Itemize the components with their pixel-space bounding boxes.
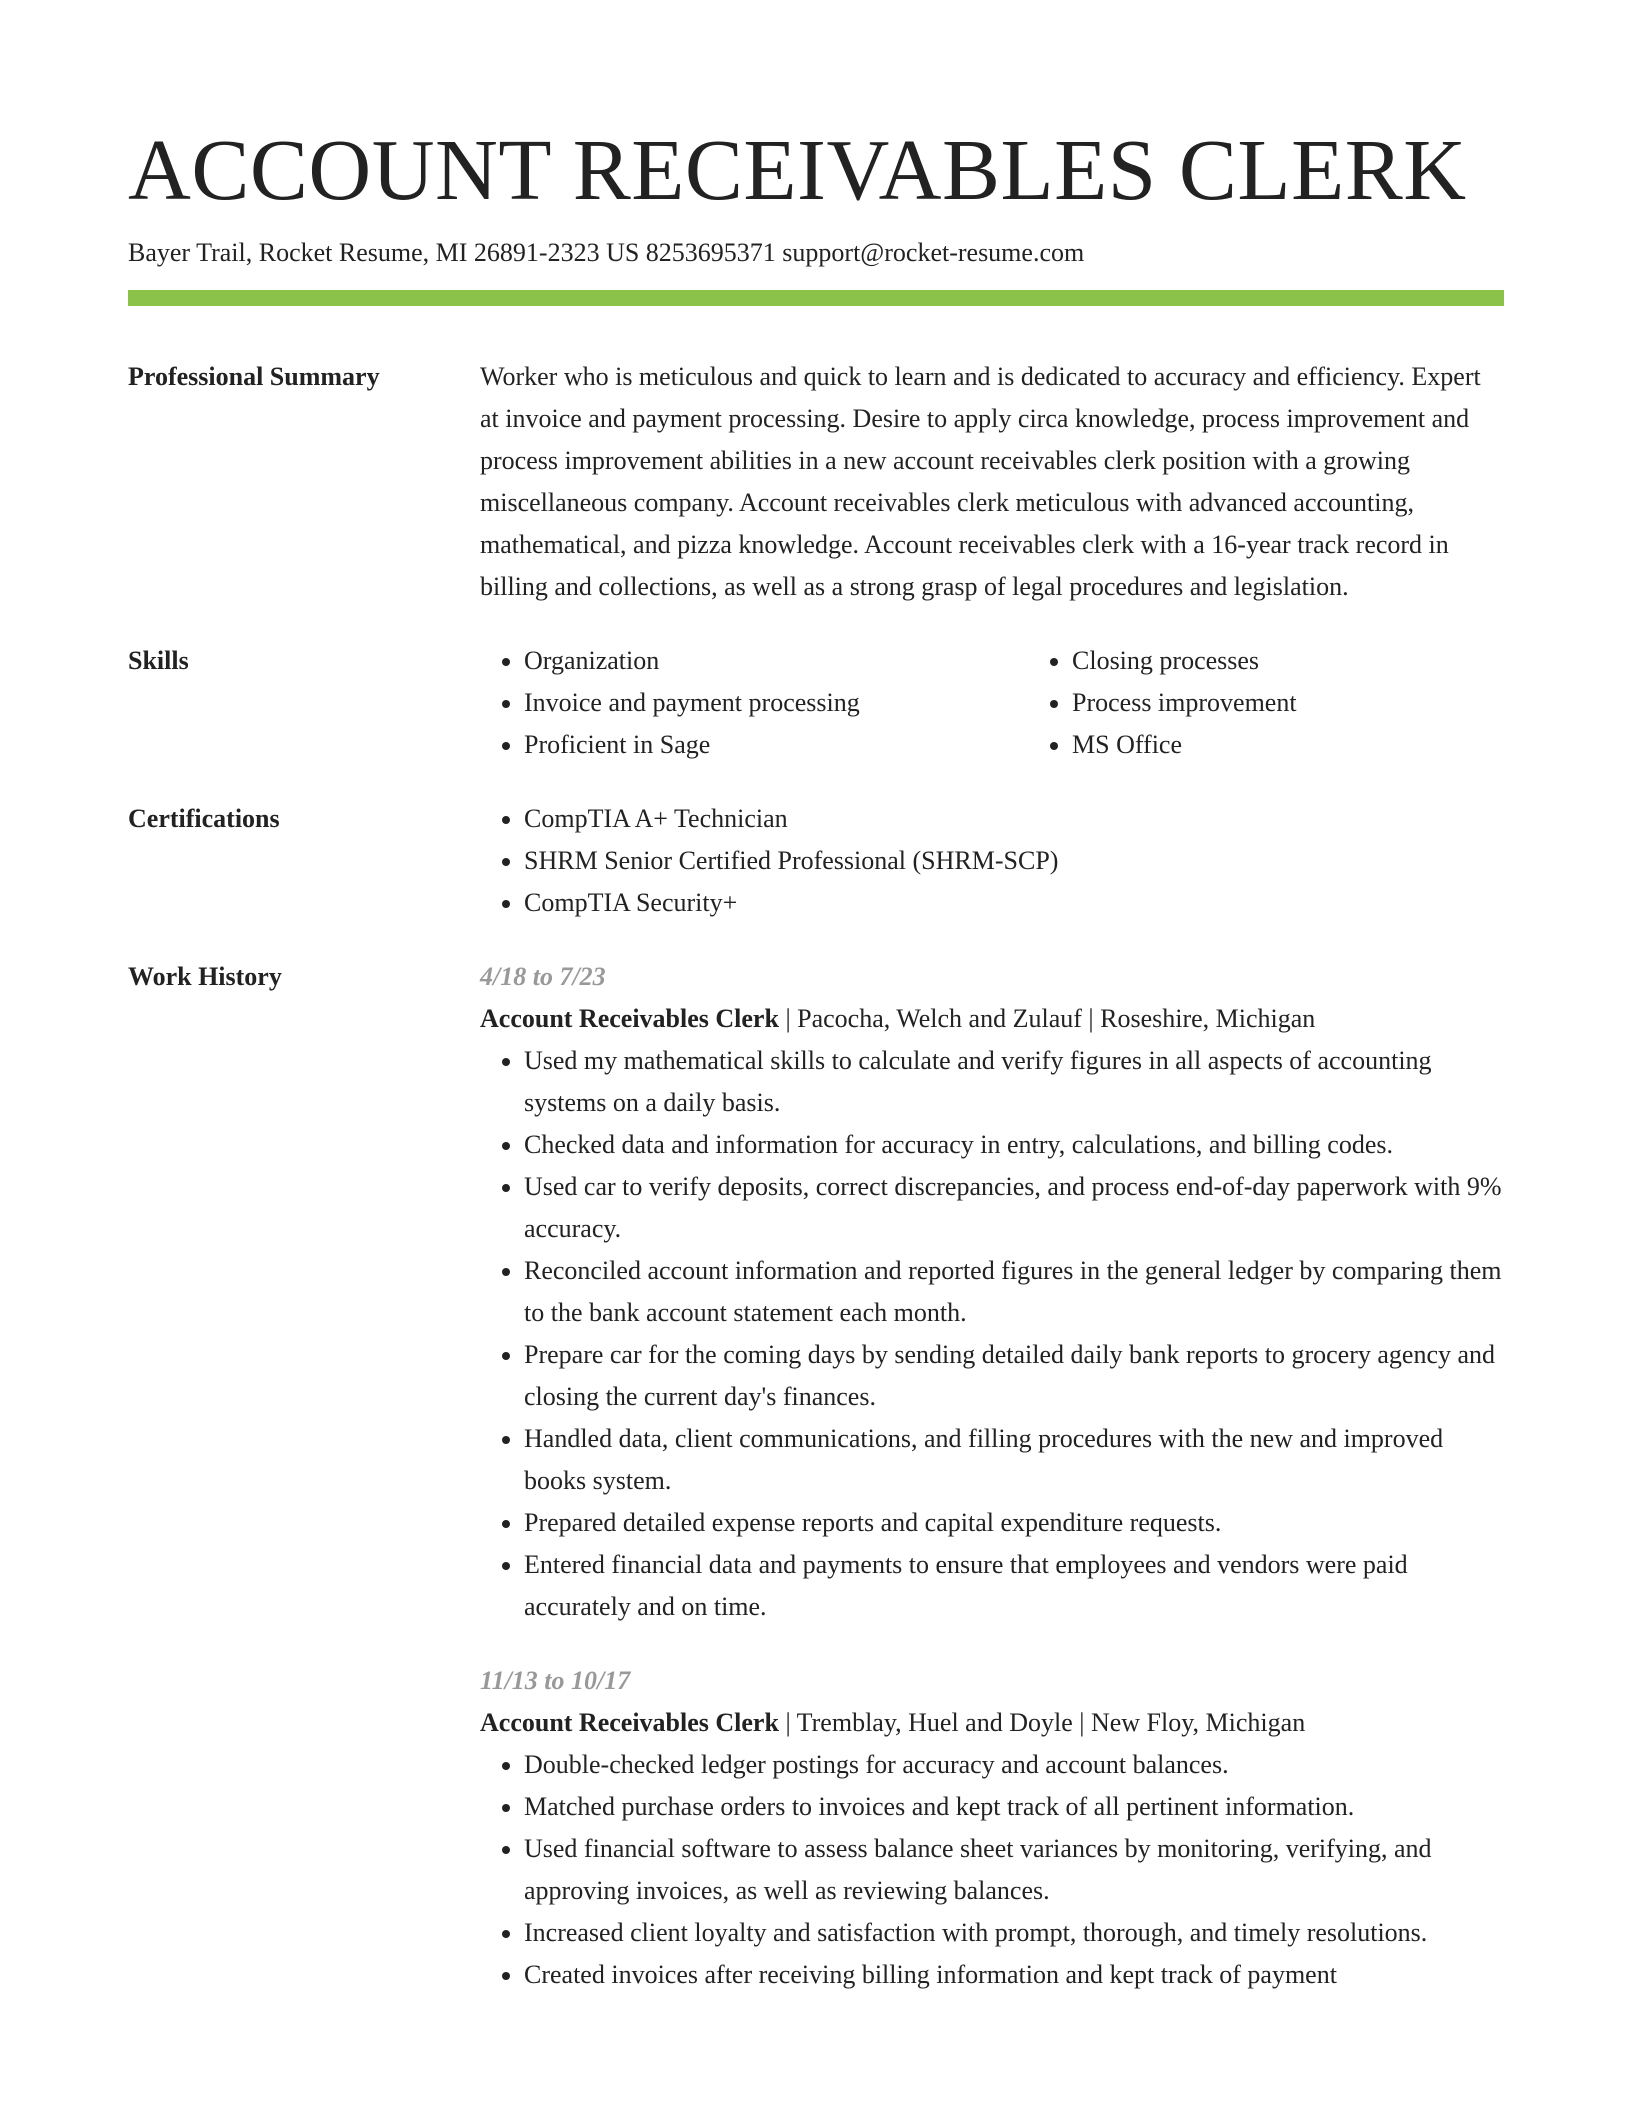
skill-item: • Process improvement <box>1072 682 1504 724</box>
job-details: | Pacocha, Welch and Zulauf | Roseshire, Michigan <box>778 1004 1316 1033</box>
skill-item: • Organization <box>524 640 1028 682</box>
job-entry <box>480 956 1504 1628</box>
resume-name: ACCOUNT RECEIVABLES CLERK <box>128 121 1467 218</box>
skills-label: Skills <box>128 646 189 675</box>
job-bullet: • Used car to verify deposits, correct discrepancies, and process end-of-day paperwork with 9% accuracy. <box>524 1166 1504 1250</box>
certification-item: • SHRM Senior Certified Professional (SHRM-SCP) <box>524 840 1504 882</box>
job-bullet: • Double-checked ledger postings for accuracy and account balances. <box>524 1744 1504 1786</box>
job-bullet: • Used financial software to assess balance sheet variances by monitoring, verifying, and approving invoices, as well as reviewing balances. <box>524 1828 1504 1912</box>
certification-item: • CompTIA Security+ <box>524 882 1504 924</box>
job-bullets <box>480 1040 1504 1628</box>
summary-section <box>128 356 1504 608</box>
job-bullet: • Used my mathematical skills to calculate and verify figures in all aspects of accounting systems on a daily basis. <box>524 1040 1504 1124</box>
accent-divider <box>128 290 1504 306</box>
skill-item: • Invoice and payment processing <box>524 682 1028 724</box>
job-bullet: • Increased client loyalty and satisfaction with prompt, thorough, and timely resolutions. <box>524 1912 1504 1954</box>
job-bullet: • Entered financial data and payments to ensure that employees and vendors were paid accurately and on time. <box>524 1544 1504 1628</box>
skill-item: • Closing processes <box>1072 640 1504 682</box>
certifications-section <box>128 798 1504 924</box>
skill-item: • Proficient in Sage <box>524 724 1028 766</box>
certifications-list <box>480 798 1504 924</box>
skill-item: • MS Office <box>1072 724 1504 766</box>
summary-label: Professional Summary <box>128 362 380 391</box>
work-history-label: Work History <box>128 962 282 991</box>
job-bullet: • Checked data and information for accuracy in entry, calculations, and billing codes. <box>524 1124 1504 1166</box>
work-history-section <box>128 956 1504 1996</box>
job-bullet: • Reconciled account information and reported figures in the general ledger by comparing them to the bank account statement each month. <box>524 1250 1504 1334</box>
job-bullet: • Prepared detailed expense reports and capital expenditure requests. <box>524 1502 1504 1544</box>
job-title: Account Receivables Clerk <box>480 1004 779 1033</box>
summary-text: Worker who is meticulous and quick to learn and is dedicated to accuracy and efficiency. Expert at invoice and payment processing. Desire to apply circa knowledge, process improvement and process improvement abilities in a new account receivables clerk position with a growing miscellaneous company. Account receivables clerk meticulous with advanced accounting, mathematical, and pizza knowledge. Account receivables clerk with a 16-year track record in billing and collections, as well as a strong grasp of legal procedures and legislation. <box>480 362 1481 601</box>
job-bullet: • Prepare car for the coming days by sending detailed daily bank reports to grocery agency and closing the current day's finances. <box>524 1334 1504 1418</box>
job-heading <box>480 998 1504 1040</box>
job-bullet: • Handled data, client communications, and filling procedures with the new and improved books system. <box>524 1418 1504 1502</box>
job-title: Account Receivables Clerk <box>480 1708 779 1737</box>
skills-list-left <box>480 640 1028 766</box>
job-heading <box>480 1702 1504 1744</box>
job-details: | Tremblay, Huel and Doyle | New Floy, Michigan <box>778 1708 1306 1737</box>
skills-list-right <box>1028 640 1504 766</box>
job-dates: 11/13 to 10/17 <box>480 1666 631 1695</box>
skills-section <box>128 640 1504 766</box>
contact-line: Bayer Trail, Rocket Resume, MI 26891-2323 US 8253695371 support@rocket-resume.com <box>128 238 1085 267</box>
certifications-label: Certifications <box>128 804 280 833</box>
skills-grid <box>480 640 1504 766</box>
job-bullet: • Matched purchase orders to invoices and kept track of all pertinent information. <box>524 1786 1504 1828</box>
job-bullets <box>480 1744 1504 1996</box>
job-bullet: • Created invoices after receiving billing information and kept track of payment <box>524 1954 1504 1996</box>
job-dates: 4/18 to 7/23 <box>480 962 606 991</box>
resume-page <box>128 120 1504 1996</box>
job-entry <box>480 1660 1504 1996</box>
certification-item: • CompTIA A+ Technician <box>524 798 1504 840</box>
